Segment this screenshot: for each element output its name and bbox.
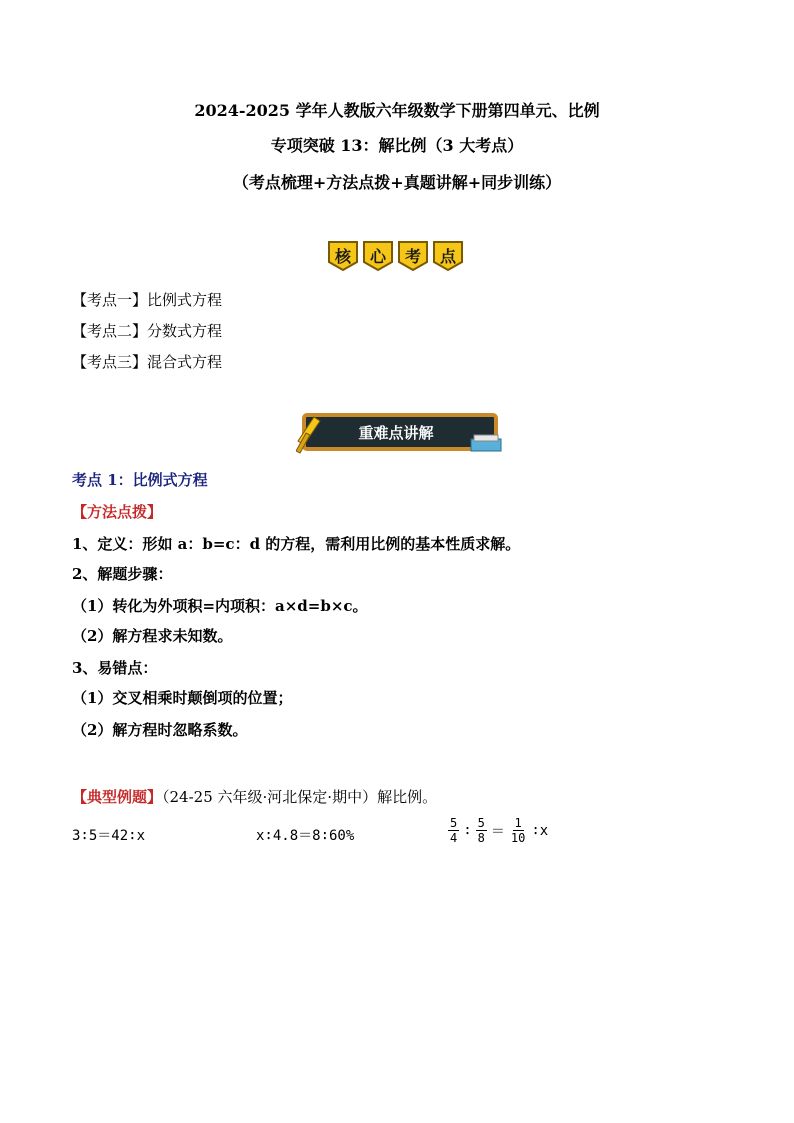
text-line: （2）解方程求未知数。	[72, 627, 233, 645]
text-line: 3、易错点：	[72, 659, 158, 677]
list-item: 【考点二】分数式方程	[72, 322, 223, 340]
equation-2: x∶4.8＝8∶60%	[256, 828, 355, 844]
badge-char: 核	[334, 247, 351, 266]
badge-tile	[396, 238, 430, 272]
section-heading: 考点 1：比例式方程	[72, 471, 208, 489]
list-item: 【考点一】比例式方程	[72, 291, 223, 309]
list-item: 【考点三】混合式方程	[72, 353, 223, 371]
example-line	[72, 786, 437, 807]
doc-title: 2024-2025 学年人教版六年级数学下册第四单元、比例	[194, 101, 600, 120]
badge-tile	[431, 238, 465, 272]
text-line: （1）转化为外项积=内项积：a×d=b×c。	[72, 597, 368, 615]
badge-char: 心	[369, 247, 386, 266]
text-line: （2）解方程时忽略系数。	[72, 721, 248, 739]
example-text: （24-25 六年级·河北保定·期中）解比例。	[162, 788, 438, 806]
equation-1: 3∶5＝42∶x	[72, 828, 146, 844]
badge-tile	[361, 238, 395, 272]
doc-subtitle-2: （考点梳理+方法点拨+真题讲解+同步训练）	[232, 173, 562, 192]
badge-tile	[326, 238, 360, 272]
badge-char: 点	[439, 247, 456, 266]
example-label: 【典型例题】	[72, 788, 163, 806]
doc-subtitle: 专项突破 13：解比例（3 大考点）	[270, 136, 524, 155]
text-line: 1、定义：形如 a：b=c：d 的方程，需利用比例的基本性质求解。	[72, 535, 521, 553]
board-label: 重难点讲解	[358, 424, 434, 442]
badge-char: 考	[404, 247, 421, 266]
method-label: 【方法点拨】	[72, 503, 163, 521]
equation-3: $\frac{5}{4}$ ∶ $\frac{5}{8}$ ＝ $\frac{1}{10}$ ∶x	[450, 816, 549, 845]
fraction: $\frac{5}{8}$	[477, 816, 485, 845]
fraction: $\frac{1}{10}$	[510, 816, 526, 845]
text-line: （1）交叉相乘时颠倒项的位置；	[72, 689, 293, 707]
fraction: $\frac{5}{4}$	[450, 816, 458, 845]
text-line: 2、解题步骤：	[72, 565, 173, 583]
core-points-badge	[326, 238, 466, 272]
